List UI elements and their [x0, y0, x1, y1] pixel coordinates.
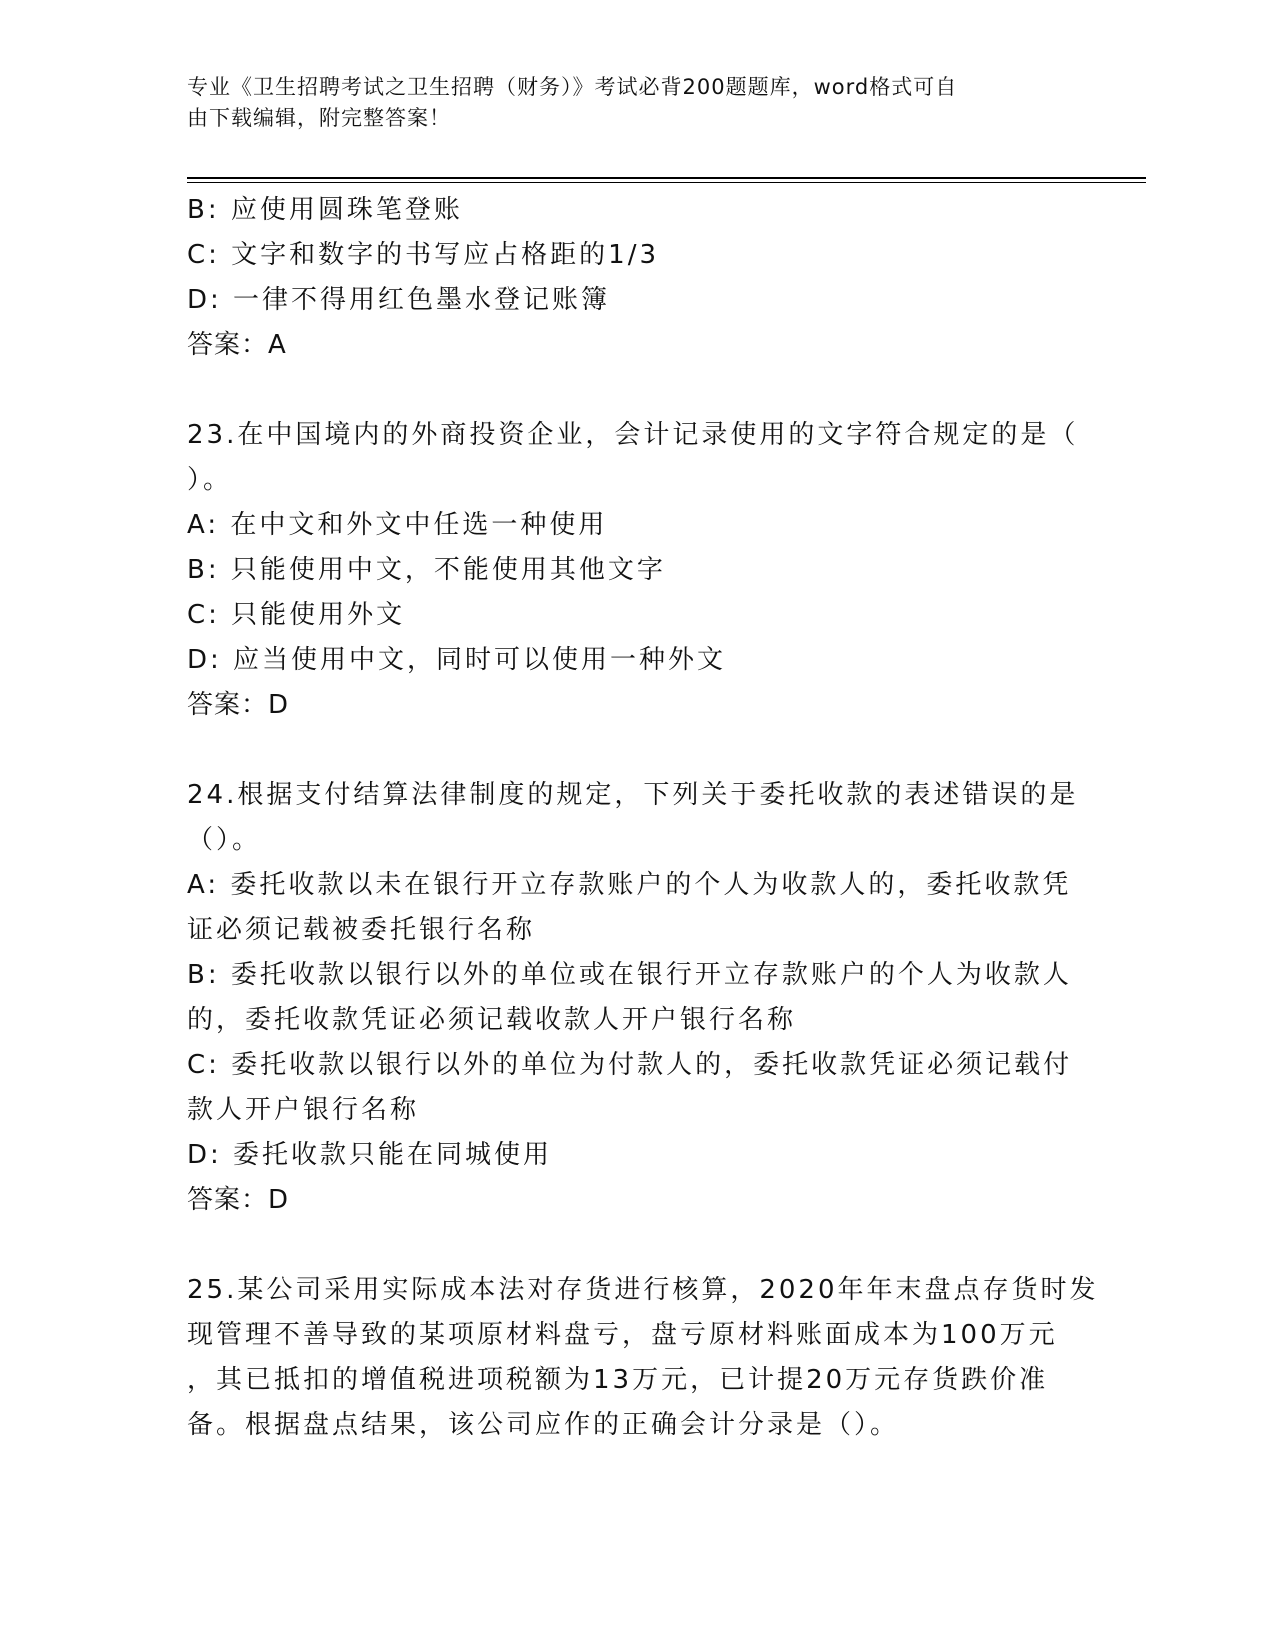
- option-b: B: 应使用圆珠笔登账: [187, 195, 463, 225]
- spacer: [187, 368, 1077, 413]
- header-line-1: 专业《卫生招聘考试之卫生招聘（财务）》考试必背200题题库，word格式可自: [187, 75, 958, 99]
- option-b: B: 只能使用中文，不能使用其他文字: [187, 555, 666, 585]
- option-c-line-1: C: 委托收款以银行以外的单位为付款人的，委托收款凭证必须记载付: [187, 1050, 1073, 1080]
- question-stem-line-2: （）。: [187, 825, 262, 855]
- header-rule-thick: [187, 177, 1146, 179]
- question-block-25: [187, 1268, 1099, 1448]
- question-block-22: [187, 188, 1077, 368]
- option-a-line-2: 证必须记载被委托银行名称: [187, 915, 536, 945]
- answer: 答案：A: [187, 330, 287, 360]
- option-a: A: 在中文和外文中任选一种使用: [187, 510, 608, 540]
- option-b-line-1: B: 委托收款以银行以外的单位或在银行开立存款账户的个人为收款人: [187, 960, 1072, 990]
- question-stem-line-1: 24.根据支付结算法律制度的规定，下列关于委托收款的表述错误的是: [187, 780, 1079, 810]
- spacer: [187, 1223, 1077, 1268]
- question-stem-line-2: 现管理不善导致的某项原材料盘亏，盘亏原材料账面成本为100万元: [187, 1320, 1058, 1350]
- option-c-line-2: 款人开户银行名称: [187, 1095, 420, 1125]
- question-content: [187, 188, 1099, 1448]
- option-b-line-2: 的，委托收款凭证必须记载收款人开户银行名称: [187, 1005, 797, 1035]
- spacer: [187, 728, 1077, 773]
- option-d: D: 委托收款只能在同城使用: [187, 1140, 553, 1170]
- header-rule-thin: [187, 182, 1146, 183]
- question-stem-line-2: ）。: [187, 465, 233, 495]
- option-d: D: 一律不得用红色墨水登记账簿: [187, 285, 611, 315]
- question-block-24: [187, 773, 1077, 1223]
- option-c: C: 文字和数字的书写应占格距的1/3: [187, 240, 660, 270]
- question-stem-line-4: 备。根据盘点结果，该公司应作的正确会计分录是（）。: [187, 1410, 900, 1440]
- document-header: [187, 72, 1067, 134]
- question-stem-line-1: 25.某公司采用实际成本法对存货进行核算，2020年年末盘点存货时发: [187, 1275, 1099, 1305]
- question-block-23: [187, 413, 1077, 728]
- question-stem-line-1: 23.在中国境内的外商投资企业，会计记录使用的文字符合规定的是（: [187, 420, 1079, 450]
- option-a-line-1: A: 委托收款以未在银行开立存款账户的个人为收款人的，委托收款凭: [187, 870, 1072, 900]
- option-d: D: 应当使用中文，同时可以使用一种外文: [187, 645, 727, 675]
- header-line-2: 由下载编辑，附完整答案！: [187, 106, 451, 130]
- question-stem-line-3: ，其已抵扣的增值税进项税额为13万元，已计提20万元存货跌价准: [187, 1365, 1049, 1395]
- answer: 答案：D: [187, 1185, 290, 1215]
- answer: 答案：D: [187, 690, 290, 720]
- option-c: C: 只能使用外文: [187, 600, 406, 630]
